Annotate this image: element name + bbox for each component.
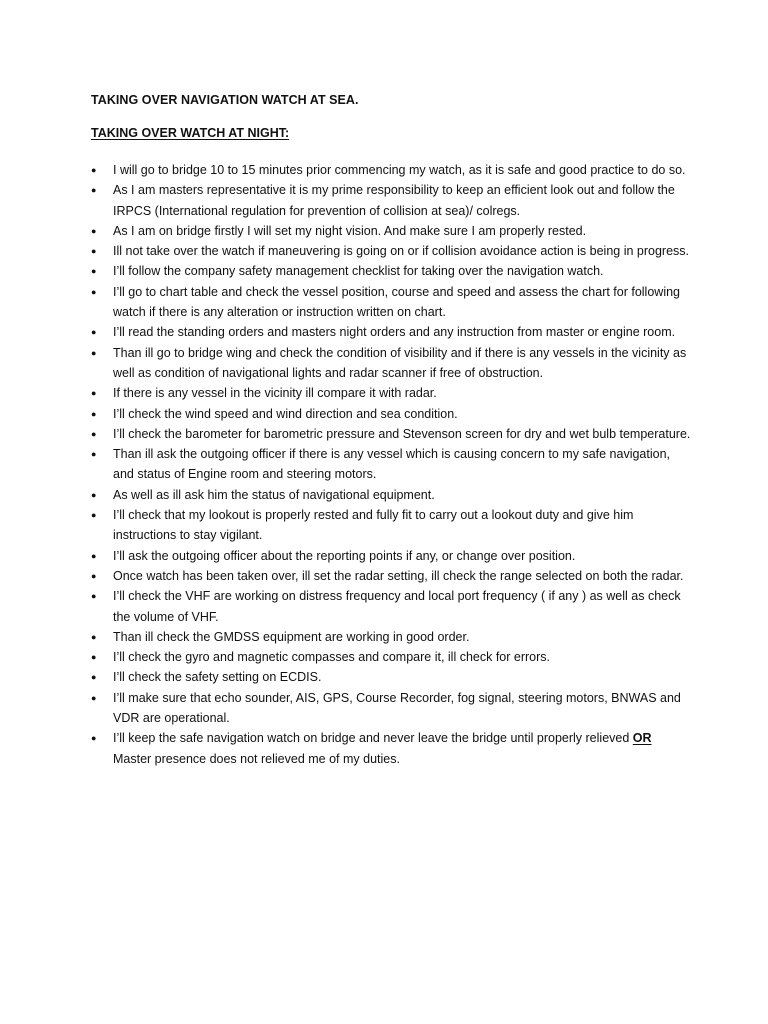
bullet-icon: ● xyxy=(91,165,97,175)
list-item xyxy=(91,444,691,485)
list-item-text: As I am on bridge firstly I will set my night vision. And make sure I am properly rested. xyxy=(113,223,587,238)
emphasis-or: OR xyxy=(632,731,652,746)
list-item xyxy=(91,485,691,505)
list-item xyxy=(91,627,691,647)
list-item-text: I will go to bridge 10 to 15 minutes prior commencing my watch, as it is safe and good practice to do so. xyxy=(113,163,686,177)
document-title: TAKING OVER NAVIGATION WATCH AT SEA. xyxy=(91,93,359,107)
list-item xyxy=(91,261,691,281)
list-item-text: As I am masters representative it is my prime responsibility to keep an efficient look out and follow the IRPCS (International regulation for prevention of collision at sea)/ colregs. xyxy=(113,183,675,218)
list-item xyxy=(91,404,691,424)
list-item-text: I’ll check that my lookout is properly rested and fully fit to carry out a lookout duty and give him instructions to stay vigilant. xyxy=(113,508,634,543)
list-item xyxy=(91,241,691,261)
bullet-icon: ● xyxy=(91,408,97,419)
list-item-text: I’ll follow the company safety management checklist for taking over the navigation watch. xyxy=(113,264,604,279)
list-item xyxy=(91,221,691,241)
list-item-text: Than ill ask the outgoing officer if there is any vessel which is causing concern to my safe navigation, and status of Engine room and steering motors. xyxy=(113,447,671,482)
list-item-text: Ill not take over the watch if maneuvering is going on or if collision avoidance action is being in progress. xyxy=(113,244,690,259)
list-item xyxy=(91,667,691,687)
list-item xyxy=(91,505,691,546)
list-item-text: I’ll ask the outgoing officer about the reporting points if any, or change over position. xyxy=(113,548,576,563)
bullet-list xyxy=(91,160,691,769)
bullet-icon: ● xyxy=(91,672,97,683)
bullet-icon: ● xyxy=(91,347,97,358)
list-item-text: Than ill go to bridge wing and check the condition of visibility and if there is any vessels in the vicinity as well as condition of navigational lights and radar scanner if free of obstruction. xyxy=(113,345,687,380)
list-item-text: Than ill check the GMDSS equipment are working in good order. xyxy=(113,629,470,644)
bullet-icon: ● xyxy=(91,550,97,561)
bullet-icon: ● xyxy=(91,449,97,460)
list-item-text: I’ll check the safety setting on ECDIS. xyxy=(113,670,322,685)
list-item xyxy=(91,586,691,627)
bullet-icon: ● xyxy=(91,327,97,338)
bullet-icon: ● xyxy=(91,692,97,703)
list-item xyxy=(91,160,691,180)
list-item-text: I’ll check the VHF are working on distress frequency and local port frequency ( if any ) as well as check the volume of VHF. xyxy=(113,589,681,624)
bullet-icon: ● xyxy=(91,489,97,500)
list-item-text: I’ll check the gyro and magnetic compasses and compare it, ill check for errors. xyxy=(113,650,550,665)
bullet-icon: ● xyxy=(91,266,97,277)
list-item xyxy=(91,546,691,566)
list-item-text: I’ll read the standing orders and masters night orders and any instruction from master or engine room. xyxy=(113,325,676,340)
list-item-text-after: Master presence does not relieved me of my duties. xyxy=(113,751,400,766)
list-item-text: I’ll go to chart table and check the vessel position, course and speed and assess the chart for following watch if there is any alteration or instruction written on chart. xyxy=(113,284,680,320)
bullet-icon: ● xyxy=(91,733,97,744)
list-item-text: If there is any vessel in the vicinity ill compare it with radar. xyxy=(113,386,437,401)
bullet-icon: ● xyxy=(91,286,97,297)
bullet-icon: ● xyxy=(91,185,97,196)
list-item-text: As well as ill ask him the status of navigational equipment. xyxy=(113,487,435,502)
list-item xyxy=(91,383,691,403)
bullet-icon: ● xyxy=(91,652,97,663)
list-item-text: Once watch has been taken over, ill set the radar setting, ill check the range selected on both the radar. xyxy=(113,568,684,583)
list-item xyxy=(91,566,691,586)
list-item xyxy=(91,282,691,323)
list-item xyxy=(91,180,691,221)
list-item-text-before: I’ll keep the safe navigation watch on bridge and never leave the bridge until properly relieved xyxy=(113,731,633,746)
list-item-last xyxy=(91,728,691,769)
bullet-icon: ● xyxy=(91,631,97,642)
list-item-text: I’ll check the wind speed and wind direction and sea condition. xyxy=(113,406,458,421)
section-title: TAKING OVER WATCH AT NIGHT: xyxy=(91,126,290,140)
list-item xyxy=(91,647,691,667)
bullet-icon: ● xyxy=(91,428,97,439)
bullet-icon: ● xyxy=(91,510,97,521)
bullet-icon: ● xyxy=(91,225,97,236)
bullet-icon: ● xyxy=(91,388,97,399)
list-item xyxy=(91,688,691,729)
list-item xyxy=(91,424,691,444)
list-item xyxy=(91,322,691,342)
bullet-icon: ● xyxy=(91,591,97,602)
bullet-icon: ● xyxy=(91,246,97,257)
list-item-text: I’ll make sure that echo sounder, AIS, GPS, Course Recorder, fog signal, steering motors, BNWAS and VDR are operational. xyxy=(113,690,681,726)
list-item-text: I’ll check the barometer for barometric pressure and Stevenson screen for dry and wet bulb temperature. xyxy=(113,426,691,441)
bullet-icon: ● xyxy=(91,570,97,581)
list-item xyxy=(91,343,691,384)
